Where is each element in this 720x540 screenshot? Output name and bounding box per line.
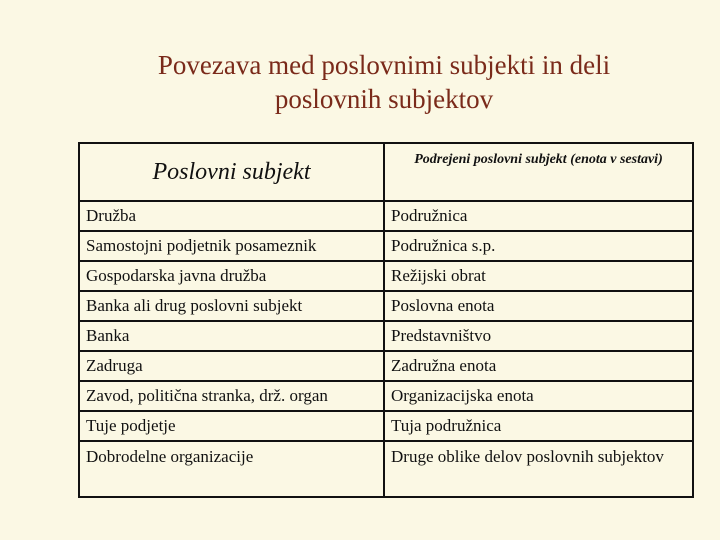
table-row <box>79 381 693 411</box>
table-cell-unit: Tuja podružnica <box>384 411 693 441</box>
slide-title-line-1: Povezava med poslovnimi subjekti in deli <box>157 50 611 80</box>
header-poslovni-subjekt: Poslovni subjekt <box>79 143 384 201</box>
table-row <box>79 411 693 441</box>
table-cell-unit: Predstavništvo <box>384 321 693 351</box>
table-row <box>79 201 693 231</box>
table-cell-entity: Dobrodelne organizacije <box>79 441 384 497</box>
table-cell-entity: Zavod, politična stranka, drž. organ <box>79 381 384 411</box>
table-cell-entity: Samostojni podjetnik posameznik <box>79 231 384 261</box>
table-row <box>79 261 693 291</box>
slide-title <box>0 48 720 116</box>
table-cell-entity: Gospodarska javna družba <box>79 261 384 291</box>
table-cell-unit: Zadružna enota <box>384 351 693 381</box>
entity-table <box>78 142 694 498</box>
header-podrejeni-subjekt: Podrejeni poslovni subjekt (enota v sestavi) <box>384 143 693 201</box>
table-row <box>79 321 693 351</box>
table-cell-unit: Podružnica s.p. <box>384 231 693 261</box>
table-row <box>79 231 693 261</box>
slide-title-line-2: poslovnih subjektov <box>274 84 494 114</box>
table-header-row <box>79 143 693 201</box>
table-row <box>79 351 693 381</box>
table-cell-entity: Banka <box>79 321 384 351</box>
table-cell-unit: Poslovna enota <box>384 291 693 321</box>
table-row <box>79 291 693 321</box>
table-cell-unit: Režijski obrat <box>384 261 693 291</box>
table-cell-entity: Banka ali drug poslovni subjekt <box>79 291 384 321</box>
table-cell-entity: Tuje podjetje <box>79 411 384 441</box>
table-cell-entity: Zadruga <box>79 351 384 381</box>
table-cell-unit: Organizacijska enota <box>384 381 693 411</box>
table-cell-entity: Družba <box>79 201 384 231</box>
table-row <box>79 441 693 497</box>
table-cell-unit: Druge oblike delov poslovnih subjektov <box>384 441 693 497</box>
table-cell-unit: Podružnica <box>384 201 693 231</box>
